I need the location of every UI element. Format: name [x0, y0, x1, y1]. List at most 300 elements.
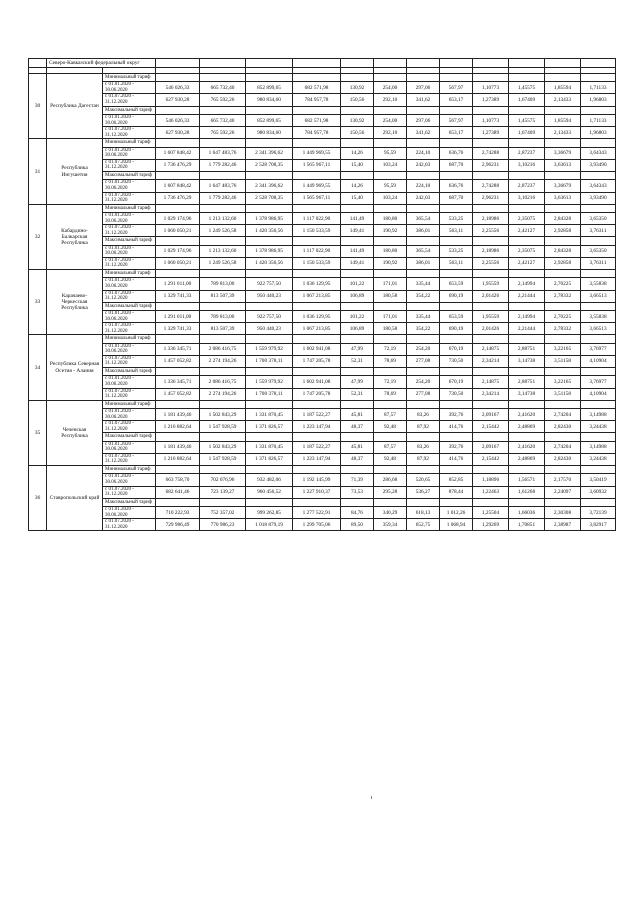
empty-cell	[545, 433, 581, 441]
period-cell: с 01.07.2020 - 31.12.2020	[103, 355, 156, 367]
empty-cell	[407, 302, 440, 310]
empty-cell	[200, 74, 246, 82]
value-cell: 813 507,39	[200, 290, 246, 302]
value-cell: 365,54	[407, 212, 440, 224]
tariff-data-row	[29, 278, 616, 290]
empty-cell	[407, 335, 440, 343]
value-cell: 690,19	[440, 290, 473, 302]
value-cell: 670,19	[440, 343, 473, 355]
empty-cell	[407, 433, 440, 441]
empty-cell	[293, 433, 341, 441]
region-number: 36	[29, 466, 47, 531]
value-cell: 1 647 483,76	[200, 147, 246, 159]
value-cell: 3,50419	[581, 474, 616, 486]
value-cell: 520,65	[407, 474, 440, 486]
value-cell: 536,27	[407, 486, 440, 498]
value-cell: 1,25504	[473, 507, 509, 519]
tariff-type-label: Максимальный тариф	[103, 368, 156, 376]
value-cell: 386,01	[407, 225, 440, 237]
value-cell: 1,27389	[473, 127, 509, 139]
value-cell: 3,60932	[581, 486, 616, 498]
value-cell: 729 986,49	[156, 519, 200, 531]
value-cell: 1,27389	[473, 94, 509, 106]
tariff-data-row	[29, 323, 616, 335]
empty-cell	[374, 106, 407, 114]
empty-cell	[581, 400, 616, 408]
empty-cell	[509, 466, 545, 474]
value-cell: 1,71133	[581, 82, 616, 94]
value-cell: 365,54	[407, 245, 440, 257]
value-cell: 92,48	[374, 421, 407, 433]
empty-cell	[545, 139, 581, 147]
value-cell: 3,55838	[581, 278, 616, 290]
value-cell: 2,92858	[545, 257, 581, 269]
tariff-data-row	[29, 519, 616, 531]
value-cell: 1 602 941,08	[293, 376, 341, 388]
value-cell: 45,81	[341, 441, 374, 453]
value-cell: 1,10773	[473, 82, 509, 94]
value-cell: 3,65350	[581, 212, 616, 224]
value-cell: 1 747 205,78	[293, 388, 341, 400]
value-cell: 101,22	[341, 278, 374, 290]
tariff-data-row	[29, 257, 616, 269]
value-cell: 852,85	[440, 474, 473, 486]
empty-cell	[473, 106, 509, 114]
empty-cell	[246, 400, 293, 408]
value-cell: 78,69	[374, 355, 407, 367]
value-cell: 1,85594	[545, 114, 581, 126]
value-cell: 690,19	[440, 323, 473, 335]
tariff-type-label: Минимальный тариф	[103, 139, 156, 147]
value-cell: 1 291 011,00	[156, 278, 200, 290]
value-cell: 130,92	[341, 114, 374, 126]
tariff-type-label: Минимальный тариф	[103, 466, 156, 474]
value-cell: 653,59	[440, 278, 473, 290]
value-cell: 1,56571	[509, 474, 545, 486]
value-cell: 922 757,50	[246, 278, 293, 290]
empty-cell	[581, 498, 616, 506]
value-cell: 1 502 843,29	[200, 441, 246, 453]
value-cell: 1 371 826,57	[246, 421, 293, 433]
empty-cell	[581, 433, 616, 441]
value-cell: 224,10	[407, 147, 440, 159]
empty-cell	[374, 270, 407, 278]
tariff-type-label: Максимальный тариф	[103, 237, 156, 245]
tariff-data-row	[29, 94, 616, 106]
value-cell: 1,66036	[509, 507, 545, 519]
value-cell: 852 899,65	[246, 82, 293, 94]
value-cell: 190,92	[374, 225, 407, 237]
value-cell: 149,41	[341, 225, 374, 237]
empty-cell	[200, 498, 246, 506]
value-cell: 1 449 969,55	[293, 147, 341, 159]
empty-cell	[407, 204, 440, 212]
value-cell: 1 331 870,45	[246, 409, 293, 421]
value-cell: 2,18986	[473, 245, 509, 257]
value-cell: 682 571,98	[293, 82, 341, 94]
empty-cell	[246, 302, 293, 310]
value-cell: 1 067 213,85	[293, 323, 341, 335]
value-cell: 2,70225	[545, 278, 581, 290]
period-cell: с 01.07.2020 - 31.12.2020	[103, 94, 156, 106]
period-cell: с 01.01.2020 - 30.06.2020	[103, 114, 156, 126]
empty-cell	[293, 270, 341, 278]
tariff-data-row	[29, 355, 616, 367]
value-cell: 354,22	[407, 290, 440, 302]
empty-cell	[581, 106, 616, 114]
empty-cell	[341, 466, 374, 474]
value-cell: 87,57	[374, 441, 407, 453]
empty-cell	[374, 74, 407, 82]
value-cell: 3,63613	[545, 159, 581, 171]
empty-cell	[509, 172, 545, 180]
value-cell: 1 331 870,45	[246, 441, 293, 453]
value-cell: 3,76977	[581, 343, 616, 355]
region-name: Республика Дагестан	[47, 74, 103, 139]
empty-cell	[293, 74, 341, 82]
value-cell: 636,76	[440, 147, 473, 159]
value-cell: 563,11	[440, 257, 473, 269]
value-cell: 663 758,70	[156, 474, 200, 486]
value-cell: 1 607 848,42	[156, 147, 200, 159]
value-cell: 1 378 986,95	[246, 245, 293, 257]
value-cell: 636,76	[440, 180, 473, 192]
tariff-type-label: Максимальный тариф	[103, 302, 156, 310]
value-cell: 1 223 147,94	[293, 421, 341, 433]
value-cell: 1 227 910,37	[293, 486, 341, 498]
value-cell: 999 262,85	[246, 507, 293, 519]
empty-cell	[293, 466, 341, 474]
value-cell: 3,93490	[581, 192, 616, 204]
empty-cell	[509, 498, 545, 506]
empty-cell	[440, 204, 473, 212]
value-cell: 1 029 174,96	[156, 212, 200, 224]
value-cell: 765 592,26	[200, 94, 246, 106]
value-cell: 770 986,23	[200, 519, 246, 531]
value-cell: 2 274 194,26	[200, 388, 246, 400]
empty-cell	[293, 106, 341, 114]
value-cell: 1 336 345,71	[156, 343, 200, 355]
value-cell: 1 181 439,46	[156, 441, 200, 453]
value-cell: 335,44	[407, 311, 440, 323]
value-cell: 1 700 378,11	[246, 388, 293, 400]
value-cell: 103,24	[374, 192, 407, 204]
value-cell: 1 150 533,59	[293, 257, 341, 269]
region-name: Республика Северная Осетия - Алания	[47, 335, 103, 400]
value-cell: 1 018 879,19	[246, 519, 293, 531]
value-cell: 295,28	[374, 486, 407, 498]
empty-cell	[156, 498, 200, 506]
value-cell: 286,68	[374, 474, 407, 486]
empty-cell	[293, 498, 341, 506]
tariff-data-row	[29, 82, 616, 94]
value-cell: 3,76977	[581, 376, 616, 388]
value-cell: 1 150 533,59	[293, 225, 341, 237]
empty-cell	[156, 172, 200, 180]
period-cell: с 01.07.2020 - 31.12.2020	[103, 127, 156, 139]
value-cell: 789 813,00	[200, 311, 246, 323]
empty-cell	[156, 204, 200, 212]
period-cell: с 01.01.2020 - 30.06.2020	[103, 507, 156, 519]
period-cell: с 01.01.2020 - 30.06.2020	[103, 212, 156, 224]
empty-cell	[246, 433, 293, 441]
value-cell: 1,45575	[509, 114, 545, 126]
tariff-data-row	[29, 225, 616, 237]
value-cell: 730,50	[440, 388, 473, 400]
value-cell: 149,41	[341, 257, 374, 269]
value-cell: 1 647 483,76	[200, 180, 246, 192]
tariff-document-page	[28, 58, 612, 531]
value-cell: 254,00	[374, 114, 407, 126]
empty-cell	[374, 172, 407, 180]
empty-cell	[200, 204, 246, 212]
value-cell: 653,17	[440, 94, 473, 106]
value-cell: 2,74204	[545, 441, 581, 453]
empty-cell	[374, 335, 407, 343]
value-cell: 171,01	[374, 311, 407, 323]
tariff-type-label: Минимальный тариф	[103, 335, 156, 343]
period-cell: с 01.07.2020 - 31.12.2020	[103, 159, 156, 171]
value-cell: 2,34214	[473, 388, 509, 400]
value-cell: 2,42127	[509, 225, 545, 237]
value-cell: 106,89	[341, 323, 374, 335]
tariff-label-row	[29, 237, 616, 245]
empty-cell	[473, 400, 509, 408]
value-cell: 15,40	[341, 192, 374, 204]
tariff-data-row	[29, 376, 616, 388]
period-cell: с 01.01.2020 - 30.06.2020	[103, 474, 156, 486]
tariff-label-row	[29, 74, 616, 82]
empty-cell	[440, 106, 473, 114]
value-cell: 1,71133	[581, 114, 616, 126]
value-cell: 2,42127	[509, 257, 545, 269]
empty-cell	[407, 368, 440, 376]
tariff-label-row	[29, 433, 616, 441]
value-cell: 359,34	[374, 519, 407, 531]
value-cell: 1 216 882,64	[156, 453, 200, 465]
empty-cell	[581, 172, 616, 180]
value-cell: 87,57	[374, 409, 407, 421]
value-cell: 2,21444	[509, 290, 545, 302]
value-cell: 354,22	[407, 323, 440, 335]
empty-cell	[246, 204, 293, 212]
value-cell: 682 641,46	[156, 486, 200, 498]
period-cell: с 01.01.2020 - 30.06.2020	[103, 441, 156, 453]
value-cell: 254,20	[407, 343, 440, 355]
value-cell: 414,76	[440, 453, 473, 465]
value-cell: 2,09167	[473, 409, 509, 421]
empty-cell	[407, 498, 440, 506]
value-cell: 89,50	[341, 519, 374, 531]
period-cell: с 01.07.2020 - 31.12.2020	[103, 225, 156, 237]
value-cell: 1 559 979,92	[246, 376, 293, 388]
scan-mark	[371, 796, 372, 799]
empty-cell	[293, 335, 341, 343]
tariff-label-row	[29, 466, 616, 474]
value-cell: 83,26	[407, 409, 440, 421]
value-cell: 546 026,33	[156, 114, 200, 126]
empty-cell	[440, 172, 473, 180]
value-cell: 2 528 708,35	[246, 159, 293, 171]
tariff-data-row	[29, 180, 616, 192]
value-cell: 2,78332	[545, 323, 581, 335]
empty-cell	[156, 106, 200, 114]
empty-cell	[374, 139, 407, 147]
value-cell: 1 547 928,59	[200, 453, 246, 465]
empty-cell	[509, 237, 545, 245]
value-cell: 752 357,02	[200, 507, 246, 519]
empty-cell	[374, 498, 407, 506]
empty-cell	[545, 335, 581, 343]
value-cell: 2,14994	[509, 311, 545, 323]
tariff-data-row	[29, 507, 616, 519]
tariff-data-row	[29, 343, 616, 355]
empty-cell	[407, 74, 440, 82]
value-cell: 1 249 526,58	[200, 257, 246, 269]
empty-cell	[581, 466, 616, 474]
empty-cell	[156, 139, 200, 147]
value-cell: 1 565 967,11	[293, 192, 341, 204]
value-cell: 765 592,26	[200, 127, 246, 139]
value-cell: 335,44	[407, 278, 440, 290]
empty-cell	[545, 204, 581, 212]
value-cell: 1 181 439,46	[156, 409, 200, 421]
empty-cell	[246, 106, 293, 114]
empty-cell	[374, 466, 407, 474]
empty-cell	[341, 139, 374, 147]
value-cell: 3,22165	[545, 343, 581, 355]
value-cell: 1 602 941,08	[293, 343, 341, 355]
empty-cell	[473, 237, 509, 245]
empty-cell	[200, 139, 246, 147]
value-cell: 101,22	[341, 311, 374, 323]
empty-cell	[407, 139, 440, 147]
empty-cell	[246, 139, 293, 147]
value-cell: 1 565 967,11	[293, 159, 341, 171]
tariff-type-label: Максимальный тариф	[103, 433, 156, 441]
value-cell: 730,50	[440, 355, 473, 367]
empty-cell	[341, 433, 374, 441]
value-cell: 340,29	[374, 507, 407, 519]
period-cell: с 01.01.2020 - 30.06.2020	[103, 82, 156, 94]
value-cell: 3,14738	[509, 355, 545, 367]
tariff-type-label: Минимальный тариф	[103, 270, 156, 278]
empty-cell	[440, 270, 473, 278]
period-cell: с 01.07.2020 - 31.12.2020	[103, 192, 156, 204]
value-cell: 2,70225	[545, 311, 581, 323]
value-cell: 932 482,06	[246, 474, 293, 486]
empty-cell	[440, 498, 473, 506]
period-cell: с 01.07.2020 - 31.12.2020	[103, 388, 156, 400]
empty-cell	[156, 400, 200, 408]
value-cell: 2,41620	[509, 409, 545, 421]
empty-cell	[545, 237, 581, 245]
period-cell: с 01.07.2020 - 31.12.2020	[103, 290, 156, 302]
value-cell: 2,48869	[509, 453, 545, 465]
empty-cell	[156, 237, 200, 245]
empty-cell	[341, 302, 374, 310]
empty-cell	[473, 368, 509, 376]
value-cell: 2 341 396,62	[246, 147, 293, 159]
value-cell: 1 067 213,85	[293, 290, 341, 302]
empty-cell	[545, 368, 581, 376]
value-cell: 1 547 928,59	[200, 421, 246, 433]
tariff-type-label: Максимальный тариф	[103, 498, 156, 506]
empty-cell	[545, 172, 581, 180]
empty-cell	[246, 368, 293, 376]
period-cell: с 01.01.2020 - 30.06.2020	[103, 245, 156, 257]
empty-cell	[440, 335, 473, 343]
empty-cell	[156, 368, 200, 376]
value-cell: 1 420 356,56	[246, 225, 293, 237]
value-cell: 1 213 132,60	[200, 212, 246, 224]
tariff-type-label: Минимальный тариф	[103, 74, 156, 82]
empty-cell	[374, 368, 407, 376]
empty-cell	[246, 74, 293, 82]
empty-cell	[407, 237, 440, 245]
value-cell: 653,17	[440, 127, 473, 139]
value-cell: 2,82430	[545, 453, 581, 465]
value-cell: 1 223 147,94	[293, 453, 341, 465]
value-cell: 1,85594	[545, 82, 581, 94]
value-cell: 1 187 522,27	[293, 441, 341, 453]
value-cell: 414,76	[440, 421, 473, 433]
tariff-data-row	[29, 441, 616, 453]
value-cell: 813 507,39	[200, 323, 246, 335]
value-cell: 653,59	[440, 311, 473, 323]
value-cell: 1 216 882,64	[156, 421, 200, 433]
value-cell: 1 371 826,57	[246, 453, 293, 465]
value-cell: 1,96803	[581, 94, 616, 106]
tariff-label-row	[29, 335, 616, 343]
empty-cell	[509, 302, 545, 310]
empty-cell	[545, 74, 581, 82]
value-cell: 3,64343	[581, 147, 616, 159]
empty-cell	[341, 74, 374, 82]
value-cell: 73,53	[341, 486, 374, 498]
empty-cell	[156, 270, 200, 278]
value-cell: 950 440,23	[246, 290, 293, 302]
value-cell: 83,26	[407, 441, 440, 453]
value-cell: 702 076,96	[200, 474, 246, 486]
empty-cell	[341, 270, 374, 278]
value-cell: 3,66513	[581, 323, 616, 335]
tariff-data-row	[29, 409, 616, 421]
value-cell: 72,19	[374, 376, 407, 388]
value-cell: 878,44	[440, 486, 473, 498]
empty-cell	[440, 368, 473, 376]
value-cell: 3,24438	[581, 421, 616, 433]
value-cell: 1,70851	[509, 519, 545, 531]
value-cell: 141,49	[341, 212, 374, 224]
empty-cell	[200, 172, 246, 180]
value-cell: 2,25556	[473, 257, 509, 269]
value-cell: 618,13	[407, 507, 440, 519]
value-cell: 386,01	[407, 257, 440, 269]
value-cell: 2,48869	[509, 421, 545, 433]
value-cell: 789 813,00	[200, 278, 246, 290]
empty-cell	[156, 335, 200, 343]
empty-cell	[473, 139, 509, 147]
district-title: Северо-Кавказский федеральный округ	[47, 59, 156, 68]
tariff-label-row	[29, 368, 616, 376]
value-cell: 1 249 526,58	[200, 225, 246, 237]
empty-cell	[473, 433, 509, 441]
value-cell: 2,88751	[509, 343, 545, 355]
tariff-type-label: Максимальный тариф	[103, 172, 156, 180]
value-cell: 627 930,28	[156, 127, 200, 139]
value-cell: 546 026,33	[156, 82, 200, 94]
